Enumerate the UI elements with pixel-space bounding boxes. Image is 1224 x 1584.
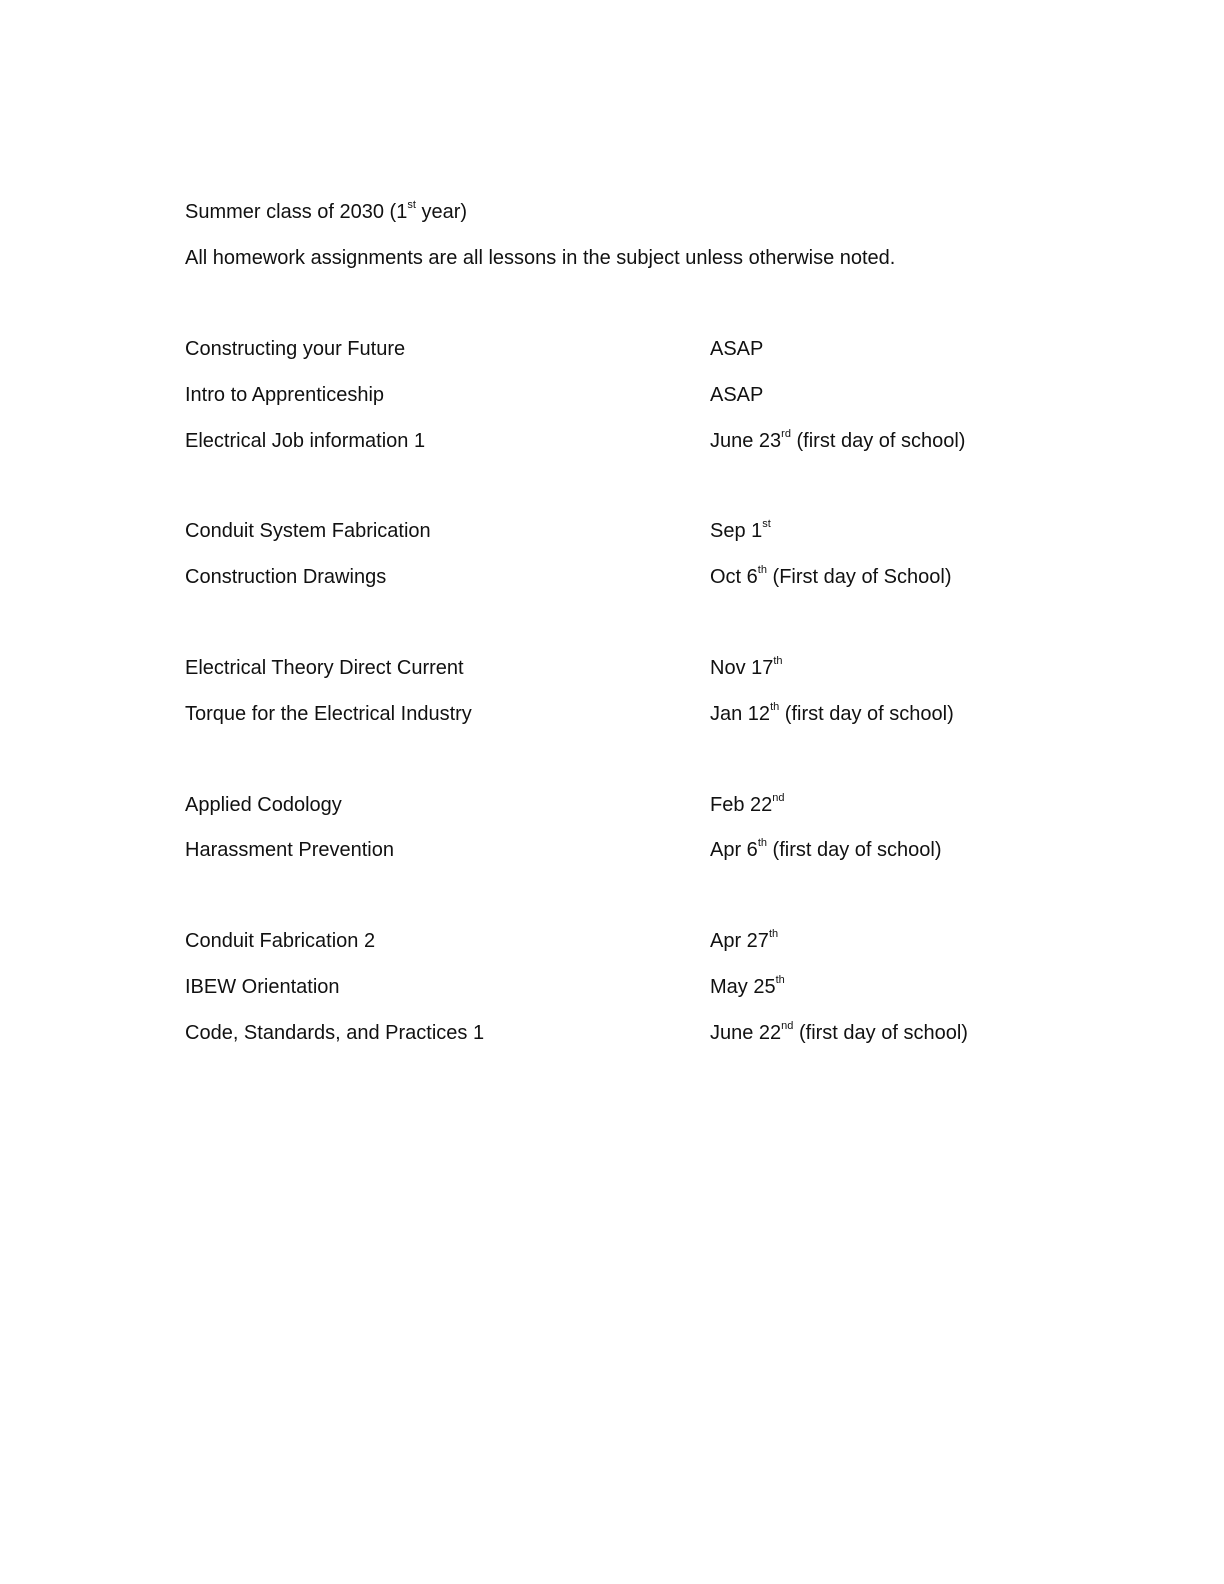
subject-name: Electrical Job information 1 <box>185 430 426 452</box>
subject-name: Code, Standards, and Practices 1 <box>185 1022 485 1044</box>
schedule-row <box>185 383 1045 407</box>
heading-ordinal: st <box>407 199 416 212</box>
due-date: Apr 27th <box>710 928 779 952</box>
schedule-row <box>185 975 1045 999</box>
subject-name: Harassment Prevention <box>185 839 394 861</box>
due-date: May 25th <box>710 974 785 998</box>
due-date: Jan 12th (first day of school) <box>710 701 954 725</box>
homework-note: All homework assignments are all lessons in the subject unless otherwise noted. <box>185 247 896 269</box>
due-date: Nov 17th <box>710 655 783 679</box>
due-date: June 22nd (first day of school) <box>710 1020 968 1044</box>
schedule-row <box>185 429 1045 453</box>
heading-suffix: year) <box>415 201 468 223</box>
schedule-row <box>185 1021 1045 1045</box>
due-date: June 23rd (first day of school) <box>710 428 966 452</box>
subject-name: Torque for the Electrical Industry <box>185 703 472 725</box>
subject-name: Intro to Apprenticeship <box>185 384 385 406</box>
schedule-row <box>185 702 1045 726</box>
schedule-row <box>185 838 1045 862</box>
heading-prefix: Summer class of 2030 (1 <box>185 201 408 223</box>
due-date: Oct 6th (First day of School) <box>710 564 952 588</box>
due-date: Sep 1st <box>710 518 771 542</box>
subject-name: Conduit System Fabrication <box>185 520 431 542</box>
class-heading <box>185 200 467 224</box>
due-date: ASAP <box>710 384 764 406</box>
due-date: Feb 22nd <box>710 792 785 816</box>
subject-name: Electrical Theory Direct Current <box>185 657 464 679</box>
schedule-row <box>185 929 1045 953</box>
due-date: Apr 6th (first day of school) <box>710 837 942 861</box>
subject-name: Conduit Fabrication 2 <box>185 930 376 952</box>
schedule-row <box>185 793 1045 817</box>
subject-name: Constructing your Future <box>185 338 406 360</box>
schedule-row <box>185 656 1045 680</box>
schedule-row <box>185 519 1045 543</box>
schedule-row <box>185 337 1045 361</box>
subject-name: Construction Drawings <box>185 566 387 588</box>
subject-name: Applied Codology <box>185 794 342 816</box>
due-date: ASAP <box>710 338 764 360</box>
subject-name: IBEW Orientation <box>185 976 340 998</box>
schedule-row <box>185 565 1045 589</box>
